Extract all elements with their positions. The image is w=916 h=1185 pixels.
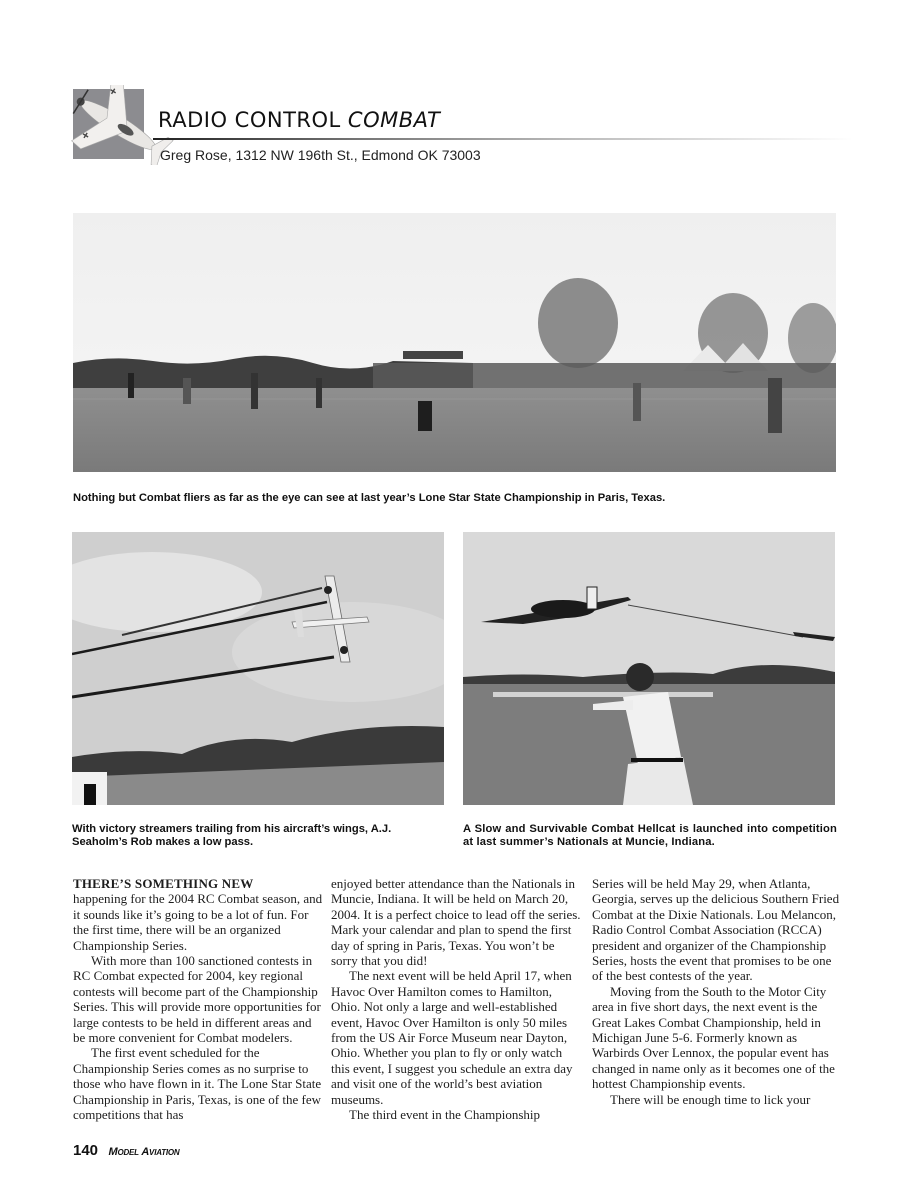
caption-top-photo: Nothing but Combat fliers as far as the eye can see at last year’s Lone Star State Championship in Paris, Texas. <box>73 492 666 504</box>
article-paragraph: With more than 100 sanctioned contests in RC Combat expected for 2004, key regional contests will become part of the Championship Series. This will provide more opportunities for large contests to be held in different areas and be more convenient for Combat modelers. <box>73 953 321 1046</box>
header-rule <box>153 138 853 140</box>
article-paragraph: The first event scheduled for the Championship Series comes as no surprise to those who have flown in it. The Lone Star State Championship in Paris, Texas, is one of the few competitions that has <box>73 1045 322 1123</box>
caption-left-photo: With victory streamers trailing from his aircraft’s wings, A.J. Seaholm’s Rob makes a low pass. <box>72 823 392 848</box>
article-column-2 <box>331 876 581 1123</box>
page-folio <box>73 1142 180 1160</box>
page-number: 140 <box>73 1142 99 1159</box>
author-address: Greg Rose, 1312 NW 196th St., Edmond OK 73003 <box>160 147 481 163</box>
article-paragraph: enjoyed better attendance than the Nationals in Muncie, Indiana. It will be held on March 20, 2004. It is a perfect choice to lead off the series. Mark your calendar and plan to spend the first day of spring in Paris, Texas. You won’t be sorry that you did! <box>331 876 581 969</box>
department-title-accent: COMBAT <box>347 108 441 132</box>
article-paragraph: Series will be held May 29, when Atlanta, Georgia, serves up the delicious Southern Fried Combat at the Dixie Nationals. Lou Melancon, Radio Control Combat Association (RCCA) president and organizer of the Championship Series, hosts the event that promises to be one of the best contests of the year. <box>592 876 840 984</box>
article-paragraph: There will be enough time to lick your <box>610 1091 811 1107</box>
department-title <box>158 108 440 132</box>
caption-right-photo: A Slow and Survivable Combat Hellcat is launched into competition at last summer’s Nationals at Muncie, Indiana. <box>463 823 837 848</box>
photo-flying-field <box>73 213 836 472</box>
magazine-name: Model Aviation <box>108 1146 180 1158</box>
article-paragraph: happening for the 2004 RC Combat season, and it sounds like it’s going to be a lot of fun. For the first time, there will be an organized Championship Series. <box>73 891 323 953</box>
photo-low-pass <box>72 532 444 805</box>
article-paragraph: The next event will be held April 17, when Havoc Over Hamilton comes to Hamilton, Ohio. Not only a large and well-established event, Havoc Over Hamilton is only 50 miles from the US Air Force Museum near Dayton, Ohio. Whether you plan to fly or only watch this event, I suggest you schedule an extra day and visit one of the world’s best aviation museums. <box>331 968 573 1107</box>
photo-hellcat-launch <box>463 532 835 805</box>
article-column-1 <box>73 876 323 1123</box>
department-logo <box>73 89 144 159</box>
article-lead-in: THERE’S SOMETHING NEW <box>73 876 254 891</box>
article-column-3 <box>592 876 842 1107</box>
article-paragraph: The third event in the Championship <box>349 1107 540 1123</box>
department-title-main: RADIO CONTROL <box>158 108 341 132</box>
article-paragraph: Moving from the South to the Motor City area in five short days, the next event is the Great Lakes Combat Championship, held in Michigan June 5-6. Formerly known as Warbirds Over Lennox, the popular event has changed in name only as it becomes one of the hottest Championship events. <box>592 983 835 1092</box>
